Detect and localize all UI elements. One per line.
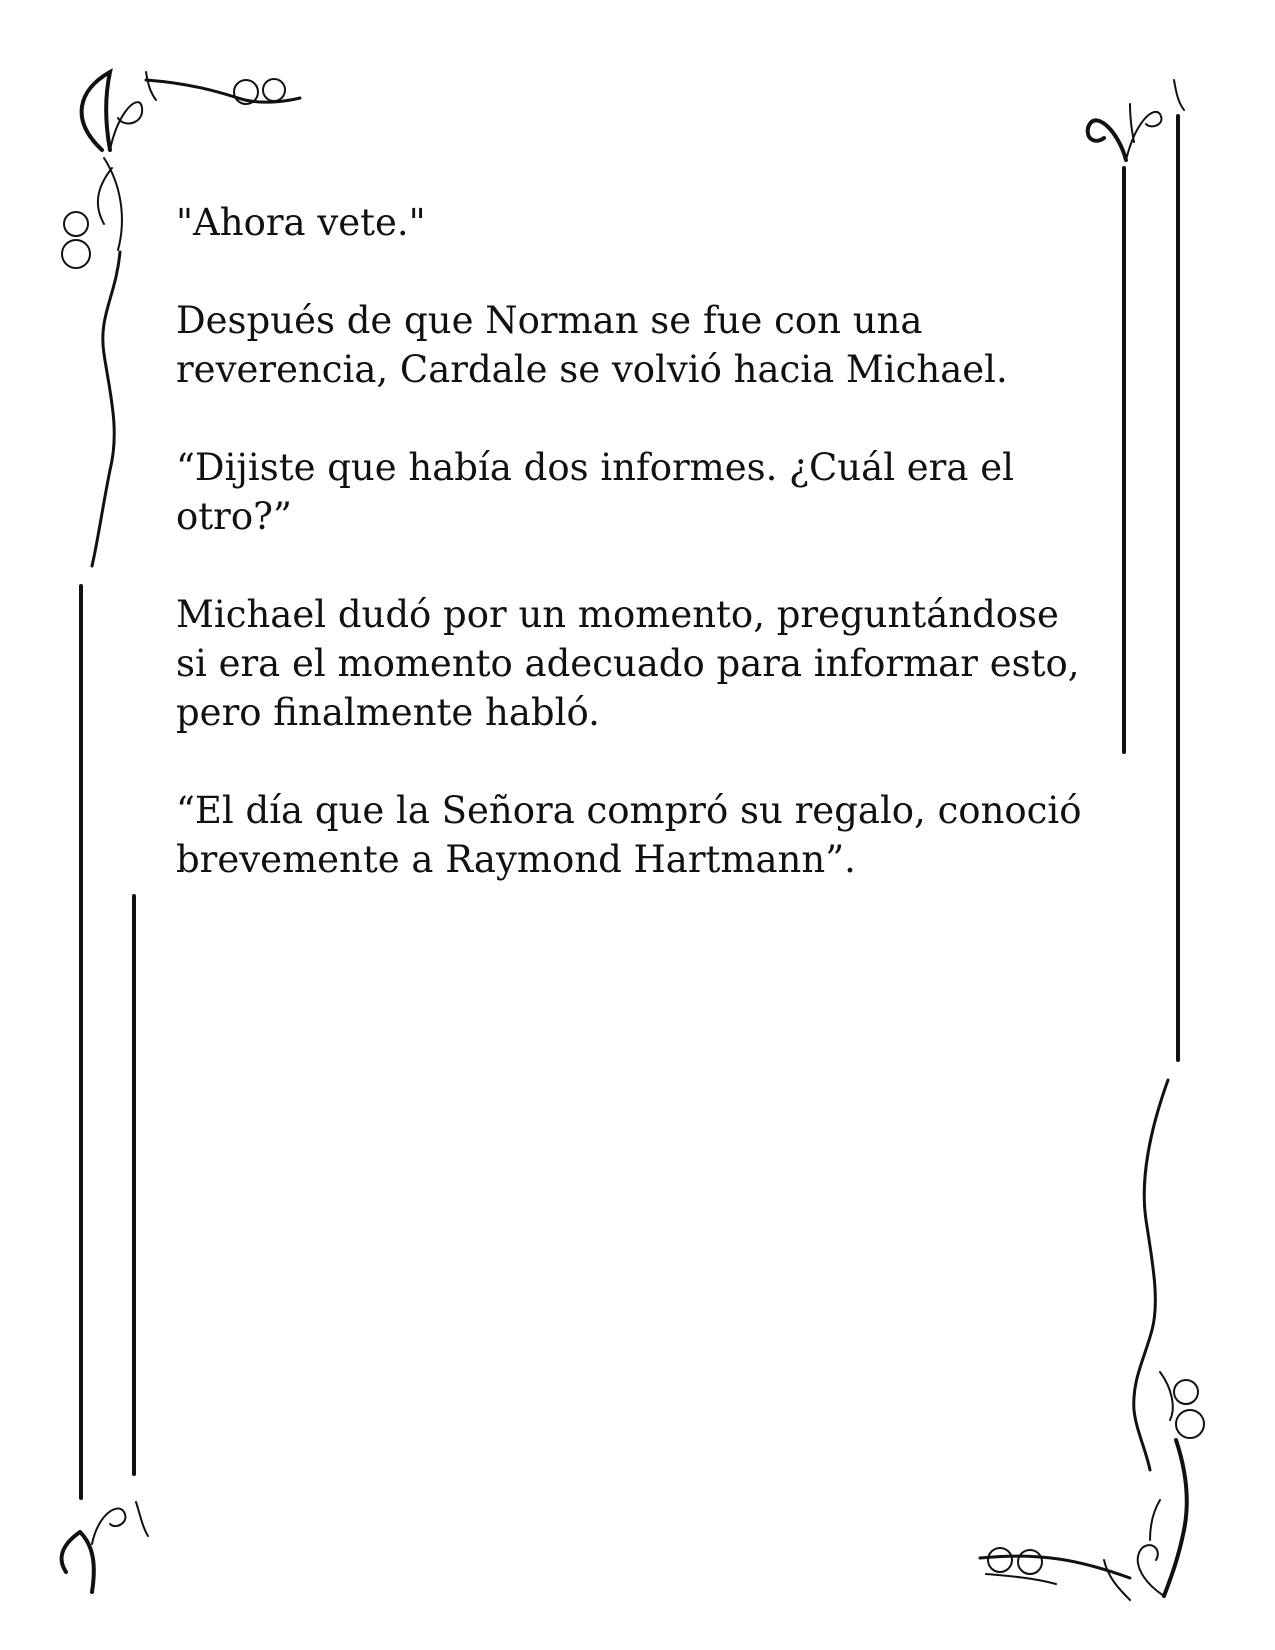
corner-flourish-bottom-right	[980, 1080, 1204, 1600]
corner-flourish-bottom-left	[62, 1502, 148, 1592]
text-line: "Ahora vete."	[176, 201, 426, 244]
text-line: si era el momento adecuado para informar esto,	[176, 642, 1080, 685]
text-line: Michael dudó por un momento, preguntándose	[176, 593, 1059, 636]
paragraph	[176, 296, 1096, 394]
text-line: Después de que Norman se fue con una	[176, 299, 923, 342]
text-line: “El día que la Señora compró su regalo, conoció	[176, 789, 1082, 832]
text-line: “Dijiste que había dos informes. ¿Cuál era el	[176, 446, 1014, 489]
text-line: reverencia, Cardale se volvió hacia Michael.	[176, 348, 1008, 391]
corner-flourish-top-right	[1088, 80, 1184, 160]
text-line: pero finalmente habló.	[176, 691, 600, 734]
paragraph	[176, 786, 1096, 884]
body-text	[176, 198, 1096, 933]
text-line: brevemente a Raymond Hartmann”.	[176, 838, 856, 881]
paragraph	[176, 590, 1096, 737]
paragraph	[176, 198, 1096, 247]
text-line: otro?”	[176, 495, 292, 538]
paragraph	[176, 443, 1096, 541]
